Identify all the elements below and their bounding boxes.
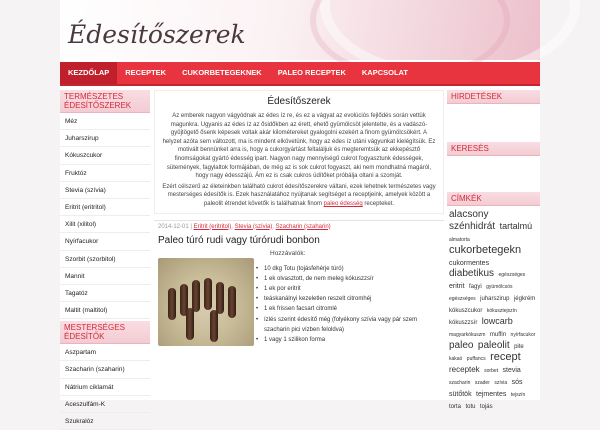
- post-tag[interactable]: Szacharin (szaharin): [275, 223, 331, 230]
- tag-link[interactable]: tojás: [479, 404, 493, 410]
- tag-link[interactable]: cukorbetegekn: [449, 244, 522, 256]
- tag-cloud: [447, 206, 540, 411]
- tag-link[interactable]: fagyi: [469, 284, 482, 290]
- search-body: [447, 156, 540, 184]
- bonbon: [192, 280, 200, 312]
- natural-sweeteners-title: TERMÉSZETES ÉDESÍTŐSZEREK: [60, 90, 150, 113]
- sidebar-item[interactable]: Juharszirup: [60, 130, 150, 147]
- sidebar-item[interactable]: Eritrit (eritritol): [60, 199, 150, 216]
- blog-post: [154, 220, 444, 360]
- tag-link[interactable]: cukormentes: [449, 260, 490, 267]
- bonbon: [204, 278, 212, 310]
- tag-link[interactable]: jégkrém: [513, 296, 536, 302]
- site-logo[interactable]: Édesítőszerek: [68, 20, 246, 49]
- tag-link[interactable]: torta: [449, 404, 462, 410]
- search-title: KERESÉS: [447, 142, 540, 156]
- ads-title: HIRDETÉSEK: [447, 90, 540, 104]
- sidebar-item[interactable]: Szacharin (szaharin): [60, 361, 150, 378]
- bonbon: [168, 288, 176, 320]
- tag-link[interactable]: puffancs: [466, 356, 486, 362]
- sidebar-item[interactable]: Nátrium ciklamát: [60, 379, 150, 396]
- sidebar-item[interactable]: Szorbit (szorbitol): [60, 251, 150, 268]
- post-title[interactable]: Paleo túró rudi vagy túrórudi bonbon: [158, 234, 320, 246]
- tag-link[interactable]: almatorta: [449, 237, 470, 243]
- nav-paleo-recipes[interactable]: PALEO RECEPTEK: [277, 68, 346, 77]
- main-nav: [60, 62, 540, 86]
- tag-link[interactable]: eritrit: [449, 283, 465, 290]
- ingredient-item: • ízlés szerint édesítő még (folyékony szívia vagy pár szem szacharin pici vízben feloldva): [254, 315, 444, 335]
- tag-link[interactable]: tartalmú: [499, 221, 533, 231]
- tag-link[interactable]: sós: [511, 379, 523, 386]
- sidebar-item[interactable]: Xilit (xilitol): [60, 216, 150, 233]
- tag-link[interactable]: szacharin: [449, 380, 471, 386]
- sidebar-item[interactable]: Aceszulfám-K: [60, 396, 150, 413]
- search-widget: [447, 142, 540, 184]
- paleo-sweets-link[interactable]: paleo édesség: [323, 200, 363, 207]
- post-body: [154, 250, 444, 360]
- ingredients-heading: Hozzávalók:: [270, 249, 306, 257]
- ads-body: [447, 104, 540, 134]
- article-paragraph: Ezért célszerű az életeinkben található cukrot édesítőszerekre váltani, ezek lehetnek természetes vagy mesterséges édesítők is. Ezek használatához nyújtanak segítséget a receptjeink, amelyek között a paleolit étrendet követők is találhatnak finom paleo édesség recepteket.: [162, 183, 436, 207]
- page: [60, 0, 540, 425]
- tag-link[interactable]: egészséges: [498, 272, 526, 278]
- sidebar-item[interactable]: Kókuszcukor: [60, 147, 150, 164]
- article-paragraph: Az emberek nagyon vágyódnak az édes íz re, és ez a vágyat az evolúciós fejlődés során vettük magunkra. Ugyanis az édes íz az ősidőkben az érett, ehető gyümölcsöt jelentette, és a vadászó-gyűjtögető ősenk képesek voltak akár kilométereket gyalogolni ezekért a finom gyümölcsökért. A helyzet azóta sem változott, ma is mindent elkövetünk, hogy az édes íz utáni vágyunkat kielégítsük. Ez motivált bennünket arra is, hogy a cukorgyártást feltaláljuk és megteremtsük az ekkepésztő finomságokat gyártó édesség ipart. Nagyon nagy mennyiségű cukrot fogyasztunk édességek, sütemények, fagylaltok formájában, de még az is sok cukrot fogyaszt, aki nem mondhatná magáról, hogy nagy édesszájú. Ám ez is csak cukros üdítőket próbálja oltani a szomját.: [162, 113, 436, 180]
- tag-link[interactable]: juharszirup: [480, 296, 510, 302]
- sidebar-item[interactable]: Fruktóz: [60, 165, 150, 182]
- sidebar-item[interactable]: Tagatóz: [60, 285, 150, 302]
- main-content: [154, 90, 444, 360]
- bonbon: [228, 286, 236, 318]
- nav-home[interactable]: KEZDŐLAP: [60, 62, 117, 84]
- tag-link[interactable]: kakaó: [449, 356, 463, 362]
- post-date: 2014-12-01: [158, 223, 189, 230]
- ingredient-item: • 1 ek por eritrit: [254, 284, 444, 294]
- tag-link[interactable]: muffin: [489, 332, 507, 338]
- nav-recipes[interactable]: RECEPTEK: [125, 68, 167, 77]
- bonbon-photo[interactable]: [158, 258, 254, 346]
- ads-widget: [447, 90, 540, 134]
- sidebar-item[interactable]: Mannit: [60, 268, 150, 285]
- sidebar-item[interactable]: Szukralóz: [60, 413, 150, 430]
- post-meta: 2014-12-01 | Eritrit (eritritol), Stevia (szívia), Szacharin (szaharin): [158, 223, 331, 230]
- tags-title: CÍMKÉK: [447, 192, 540, 206]
- tag-link[interactable]: kókusztejszín: [486, 308, 517, 314]
- tag-link[interactable]: lowcarb: [481, 316, 513, 326]
- intro-article: [154, 90, 444, 214]
- tag-link[interactable]: egészséges: [449, 296, 476, 302]
- post-tag[interactable]: Eritrit (eritritol): [193, 223, 232, 230]
- sidebar-item[interactable]: Nyírfacukor: [60, 233, 150, 250]
- ingredient-item: • 1 ek olvasztott, de nem meleg kókuszzsír: [254, 274, 444, 284]
- sidebar-item[interactable]: Stevia (szívia): [60, 182, 150, 199]
- ingredient-item: • 1 ek frissen facsart citromlé: [254, 304, 444, 314]
- sidebar-item[interactable]: Méz: [60, 113, 150, 130]
- right-sidebar: [447, 90, 540, 419]
- artificial-sweeteners-list: [60, 344, 150, 430]
- tag-link[interactable]: paleo: [449, 340, 474, 351]
- tag-link[interactable]: tejszín: [510, 392, 526, 398]
- natural-sweeteners-list: [60, 113, 150, 319]
- nav-diabetics[interactable]: CUKORBETEGEKNEK: [182, 68, 262, 77]
- left-sidebar: [60, 90, 150, 430]
- tag-link[interactable]: tejmentes: [476, 391, 507, 398]
- tag-link[interactable]: szénhidrát: [449, 221, 496, 232]
- sidebar-item[interactable]: Maltit (maltitol): [60, 302, 150, 319]
- tag-link[interactable]: pite: [514, 344, 524, 350]
- tag-link[interactable]: szader: [474, 380, 490, 386]
- tag-link[interactable]: kókuszcukor: [449, 308, 483, 314]
- tag-link[interactable]: gyümölcsös: [486, 284, 513, 290]
- tag-link[interactable]: paleolit: [477, 340, 510, 351]
- tag-link[interactable]: diabetikus: [449, 268, 495, 279]
- tag-link[interactable]: sorbet: [484, 368, 499, 374]
- ingredients-list: [254, 264, 444, 346]
- tag-link[interactable]: totu: [465, 404, 476, 410]
- tag-link[interactable]: receptek: [449, 365, 480, 374]
- tags-widget: [447, 192, 540, 411]
- bonbon: [216, 282, 224, 314]
- nav-contact[interactable]: KAPCSOLAT: [361, 68, 409, 77]
- tag-link[interactable]: kókuszzsír: [449, 320, 478, 326]
- sidebar-item[interactable]: Aszpartam: [60, 344, 150, 361]
- tag-link[interactable]: recept: [490, 351, 521, 363]
- artificial-sweeteners-title: MESTERSÉGES ÉDESÍTŐK: [60, 321, 150, 344]
- bonbon: [210, 310, 218, 342]
- ingredient-item: • 10 dkg Totu (tojásfehérje túró): [254, 264, 444, 274]
- bonbon: [186, 308, 194, 340]
- ingredient-item: • teáskanálnyi kezeletlen reszelt citromhéj: [254, 294, 444, 304]
- post-tag[interactable]: Stevia (szívia): [234, 223, 273, 230]
- site-header: [60, 0, 540, 60]
- ingredient-item: • 1 vagy 1 szilikon forma: [254, 335, 444, 345]
- tag-link[interactable]: szívia: [494, 380, 508, 386]
- tag-link[interactable]: stevia: [502, 367, 521, 374]
- article-title: Édesítőszerek: [267, 96, 331, 107]
- tag-link[interactable]: sütőtök: [449, 391, 472, 398]
- tag-link[interactable]: magyarkókuszm: [449, 332, 486, 338]
- tag-link[interactable]: alacsony: [449, 209, 489, 220]
- tag-link[interactable]: nyírfacukor: [510, 332, 536, 338]
